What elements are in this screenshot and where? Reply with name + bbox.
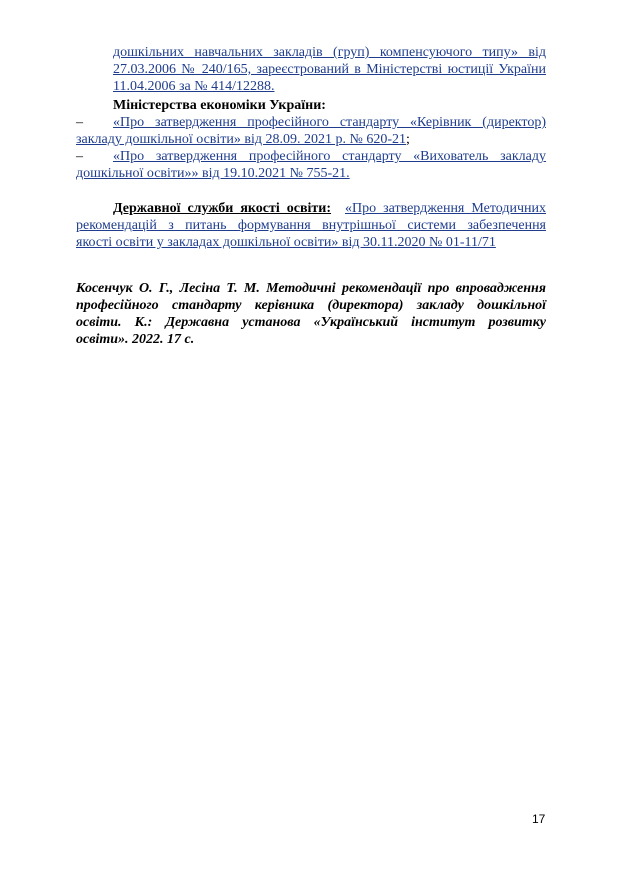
list-dash: –: [76, 149, 83, 164]
reference-line3: освіти. К.: Державна установа «Український інститут розвитку: [76, 315, 546, 330]
ministry-item-1-suffix: ;: [406, 132, 410, 147]
ministry-item-1: [76, 114, 546, 148]
quality-service-line2[interactable]: рекомендацій з питань формування внутрішньої системи забезпечення: [76, 218, 546, 233]
top-link-block[interactable]: [113, 44, 546, 95]
ministry-item-1-line1[interactable]: «Про затвердження професійного стандарту «Керівник (директор): [113, 115, 546, 130]
ministry-item-1-line2-wrap: [76, 131, 546, 148]
ministry-item-2-line2[interactable]: дошкільної освіти»» від 19.10.2021 № 755-21.: [76, 166, 350, 181]
quality-service-block: [76, 200, 546, 251]
top-link-line1[interactable]: дошкільних навчальних закладів (груп) компенсуючого типу» від: [113, 45, 546, 60]
ministry-item-2: [76, 148, 546, 182]
ministry-item-2-line1[interactable]: «Про затвердження професійного стандарту «Вихователь закладу: [113, 149, 546, 164]
reference-line1: Косенчук О. Г., Лесіна Т. М. Методичні рекомендації про впровадження: [76, 281, 546, 296]
top-link-line2[interactable]: 27.03.2006 № 240/165, зареєстрований в Міністерстві юстиції України: [113, 62, 546, 77]
ministry-item-1-line2[interactable]: закладу дошкільної освіти» від 28.09. 2021 р. № 620-21: [76, 132, 407, 147]
reference-line2: професійного стандарту керівника (директора) закладу дошкільної: [76, 298, 546, 313]
top-link-line3[interactable]: 11.04.2006 за № 414/12288.: [113, 79, 275, 94]
quality-service-line3[interactable]: якості освіти у закладах дошкільної освіти» від 30.11.2020 № 01-11/71: [76, 235, 496, 250]
page-number: 17: [532, 812, 546, 826]
ministry-economy-heading: Міністерства економіки України:: [113, 98, 326, 113]
quality-service-link-start[interactable]: «Про затвердження Методичних: [344, 201, 547, 216]
reference-line4: освіти». 2022. 17 с.: [76, 332, 195, 347]
reference-block: [76, 280, 546, 348]
list-dash: –: [76, 115, 83, 130]
quality-service-line1: [76, 200, 546, 217]
quality-service-label: Державної служби якості освіти:: [113, 201, 332, 216]
